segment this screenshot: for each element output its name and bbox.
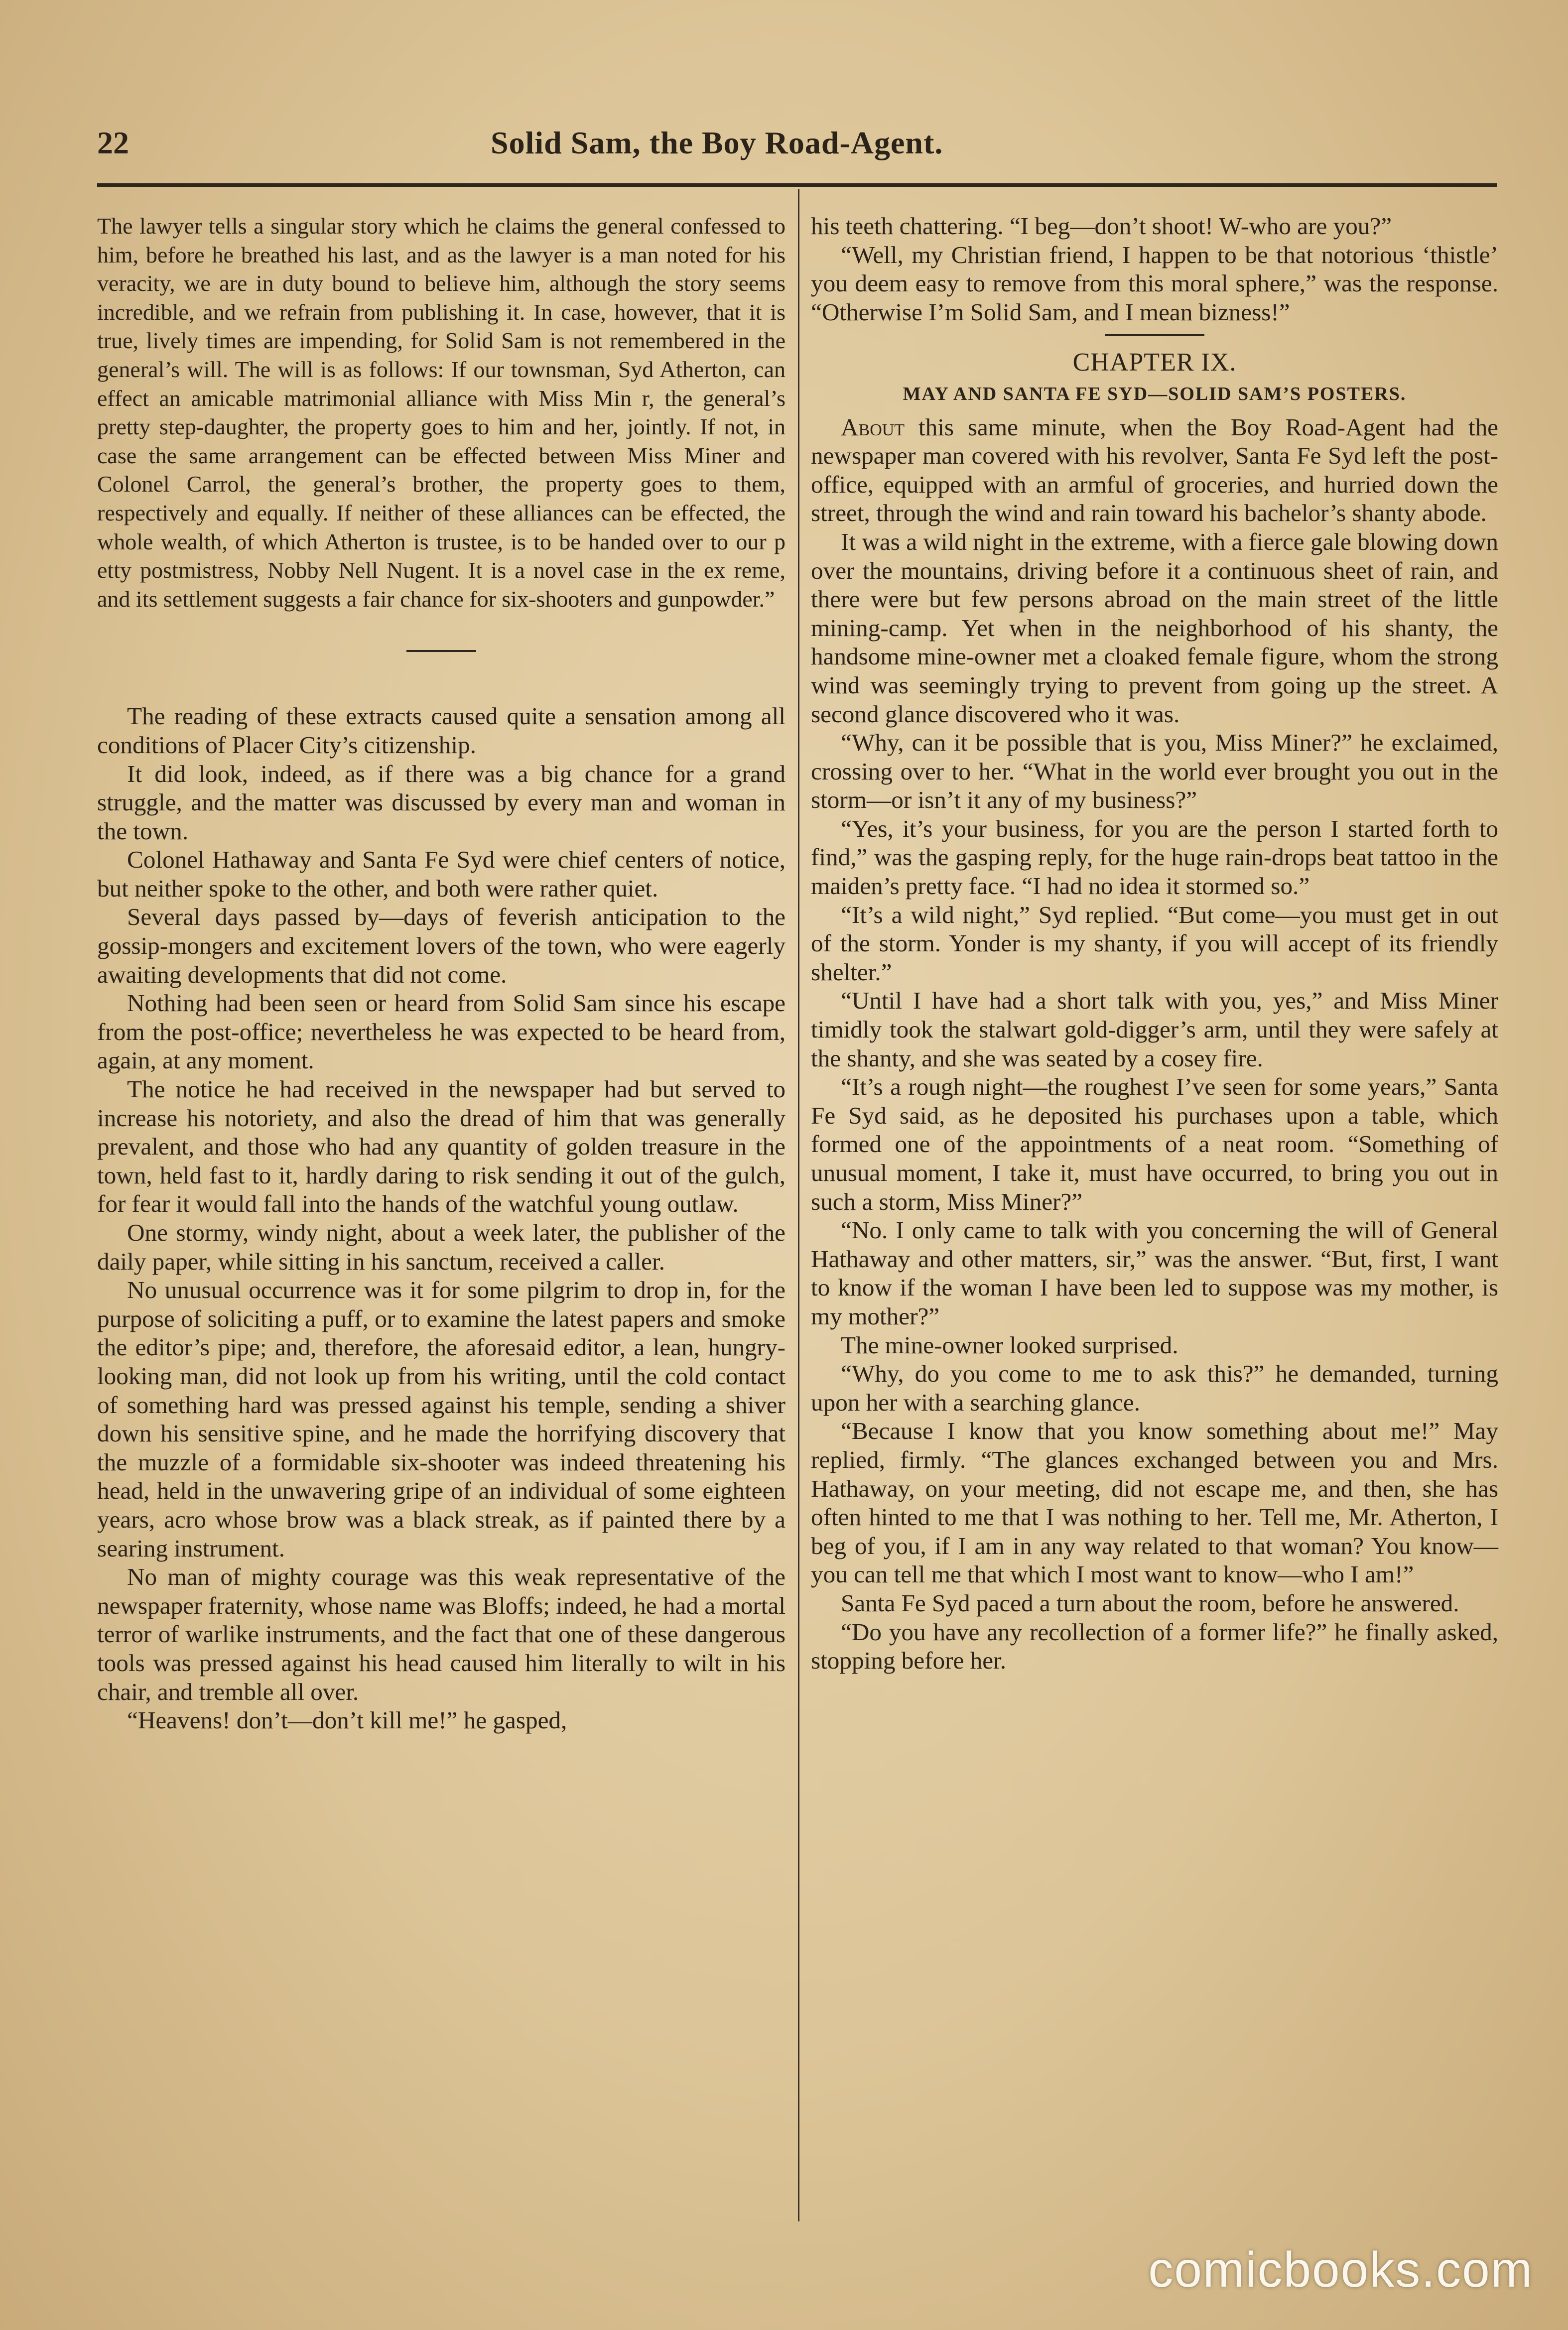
body-paragraph: “Because I know that you know something about me!” May replied, firmly. “The glances exchanged between you and Mrs. Hathaway, on your meeting, did not escape me, and then, she has often hinted to me that I was nothing to her. Tell me, Mr. Atherton, I beg of you, if I am in any way related to that woman? You know—you can tell me that which I most want to know—who I am!” xyxy=(811,1417,1498,1588)
body-paragraph: It did look, indeed, as if there was a big chance for a grand struggle, and the matter was discussed by every man and woman in the town. xyxy=(97,760,785,845)
body-paragraph: “No. I only came to talk with you concerning the will of General Hathaway and other matters, sir,” was the answer. “But, first, I want to know if the woman I have been led to suppose was my mother, is my mother?” xyxy=(811,1216,1498,1330)
newspaper-extract xyxy=(97,212,785,613)
body-paragraph: his teeth chattering. “I beg—don’t shoot! W-who are you?” xyxy=(811,212,1392,240)
body-paragraph: “Why, do you come to me to ask this?” he demanded, turning upon her with a searching glance. xyxy=(811,1360,1498,1416)
body-paragraph: Several days passed by—days of feverish anticipation to the gossip-mongers and excitement lovers of the town, who were eagerly awaiting developments that did not come. xyxy=(97,903,785,988)
section-rule xyxy=(406,650,476,652)
body-paragraph: “It’s a rough night—the roughest I’ve seen for some years,” Santa Fe Syd said, as he deposited his purchases upon a table, which formed one of the appointments of a neat room. “Something of unusual moment, I take it, must have occurred, to bring you out in such a storm, Miss Miner?” xyxy=(811,1073,1498,1215)
body-paragraph: It was a wild night in the extreme, with a fierce gale blowing down over the mountains, driving before it a continuous sheet of rain, and there were but few persons abroad on the main street of the little mining-camp. Yet when in the neighborhood of his shanty, the handsome mine-owner met a cloaked female figure, whom the strong wind was seemingly trying to prevent from going up the street. A second glance discovered who it was. xyxy=(811,527,1498,728)
body-paragraph: No unusual occurrence was it for some pilgrim to drop in, for the purpose of soliciting a puff, or to examine the latest papers and smoke the editor’s pipe; and, therefore, the aforesaid editor, a lean, hungry-looking man, did not look up from his writing, until the cold contact of something hard was pressed against his temple, sending a shiver down his sensitive spine, and he made the horrifying discovery that the muzzle of a formidable six-shooter was indeed threatening his head, held in the unwavering gripe of an individual of some eighteen years, acro whose brow was a black streak, as if painted there by a searing instrument. xyxy=(97,1276,785,1562)
extract-paragraph: The lawyer tells a singular story which he claims the general confessed to him, before he breathed his last, and as the lawyer is a man noted for his veracity, we are in duty bound to believe him, although the story seems incredible, and we refrain from publishing it. In case, however, that it is true, lively times are impending, for Solid Sam is not remembered in the general’s will. The will is as follows: If our townsman, Syd Atherton, can effect an amicable matrimonial alliance with Miss Min r, the general’s pretty step-daughter, the property goes to him and her, jointly. If not, in case the same arrangement can be effected between Miss Miner and Colonel Carrol, the general’s brother, the property goes to them, respectively and equally. If neither of these alliances can be effected, the whole wealth, of which Atherton is trustee, is to be handed over to our p etty postmistress, Nobby Nell Nugent. It is a novel case in the ex reme, and its settlement suggests a fair chance for six-shooters and gunpowder.” xyxy=(97,213,785,612)
body-paragraph: “It’s a wild night,” Syd replied. “But come—you must get in out of the storm. Yonder is my shanty, if you will accept of its friendly shelter.” xyxy=(811,901,1498,986)
body-paragraph: The notice he had received in the newspaper had but served to increase his notoriety, and also the dread of him that was generally prevalent, and those who had any quantity of golden treasure in the town, held fast to it, hardly daring to risk sending it out of the gulch, for fear it would fall into the hands of the watchful young outlaw. xyxy=(97,1075,785,1218)
body-paragraph: “Do you have any recollection of a former life?” he finally asked, stopping before her. xyxy=(811,1618,1498,1675)
running-title: Solid Sam, the Boy Road-Agent. xyxy=(491,125,943,160)
body-paragraph: Colonel Hathaway and Santa Fe Syd were chief centers of notice, but neither spoke to the other, and both were rather quiet. xyxy=(97,846,785,902)
opening-word: About xyxy=(841,413,905,441)
body-paragraph: One stormy, windy night, about a week later, the publisher of the daily paper, while sitting in his sanctum, received a caller. xyxy=(97,1219,785,1275)
opening-text: this same minute, when the Boy Road-Agent had the newspaper man covered with his revolver, Santa Fe Syd left the post-office, equipped with an armful of groceries, and hurried down the street, through the wind and rain toward his bachelor’s shanty abode. xyxy=(811,413,1498,527)
body-paragraph: No man of mighty courage was this weak representative of the newspaper fraternity, whose name was Bloffs; indeed, he had a mortal terror of warlike instruments, and the fact that one of these dangerous tools was pressed against his head caused him literally to wilt in his chair, and tremble all over. xyxy=(97,1563,785,1705)
body-paragraph: “Why, can it be possible that is you, Miss Miner?” he exclaimed, crossing over to her. “What in the world ever brought you out in the storm—or isn’t it any of my business?” xyxy=(811,729,1498,814)
watermark: comicbooks.com xyxy=(1148,2242,1533,2298)
column-divider xyxy=(798,189,799,2221)
header-rule xyxy=(97,183,1497,187)
body-paragraph: Santa Fe Syd paced a turn about the room, before he answered. xyxy=(841,1589,1459,1617)
body-paragraph: “Well, my Christian friend, I happen to be that notorious ‘thistle’ you deem easy to remove from this moral sphere,” was the response. “Otherwise I’m Solid Sam, and I mean bizness!” xyxy=(811,241,1498,326)
body-paragraph: “Until I have had a short talk with you, yes,” and Miss Miner timidly took the stalwart gold-digger’s arm, until they were safely at the shanty, and she was seated by a cosey fire. xyxy=(811,987,1498,1072)
body-paragraph: Nothing had been seen or heard from Solid Sam since his escape from the post-office; nevertheless he was expected to be heard from, again, at any moment. xyxy=(97,989,785,1074)
body-paragraph: The reading of these extracts caused quite a sensation among all conditions of Placer City’s citizenship. xyxy=(97,702,785,759)
page-header xyxy=(97,125,1497,179)
right-column xyxy=(811,212,1498,1675)
chapter-subtitle: MAY AND SANTA FE SYD—SOLID SAM’S POSTERS. xyxy=(903,383,1407,404)
page-number: 22 xyxy=(97,125,129,160)
chapter-opening-paragraph xyxy=(811,413,1498,527)
chapter-title: CHAPTER IX. xyxy=(1072,348,1237,377)
left-column xyxy=(97,212,785,1735)
body-paragraph: “Heavens! don’t—don’t kill me!” he gasped, xyxy=(127,1706,567,1734)
body-paragraph: The mine-owner looked surprised. xyxy=(841,1331,1178,1359)
chapter-rule xyxy=(1105,334,1204,336)
body-paragraph: “Yes, it’s your business, for you are the person I started forth to find,” was the gasping reply, for the huge rain-drops beat tattoo in the maiden’s pretty face. “I had no idea it stormed so.” xyxy=(811,814,1498,900)
